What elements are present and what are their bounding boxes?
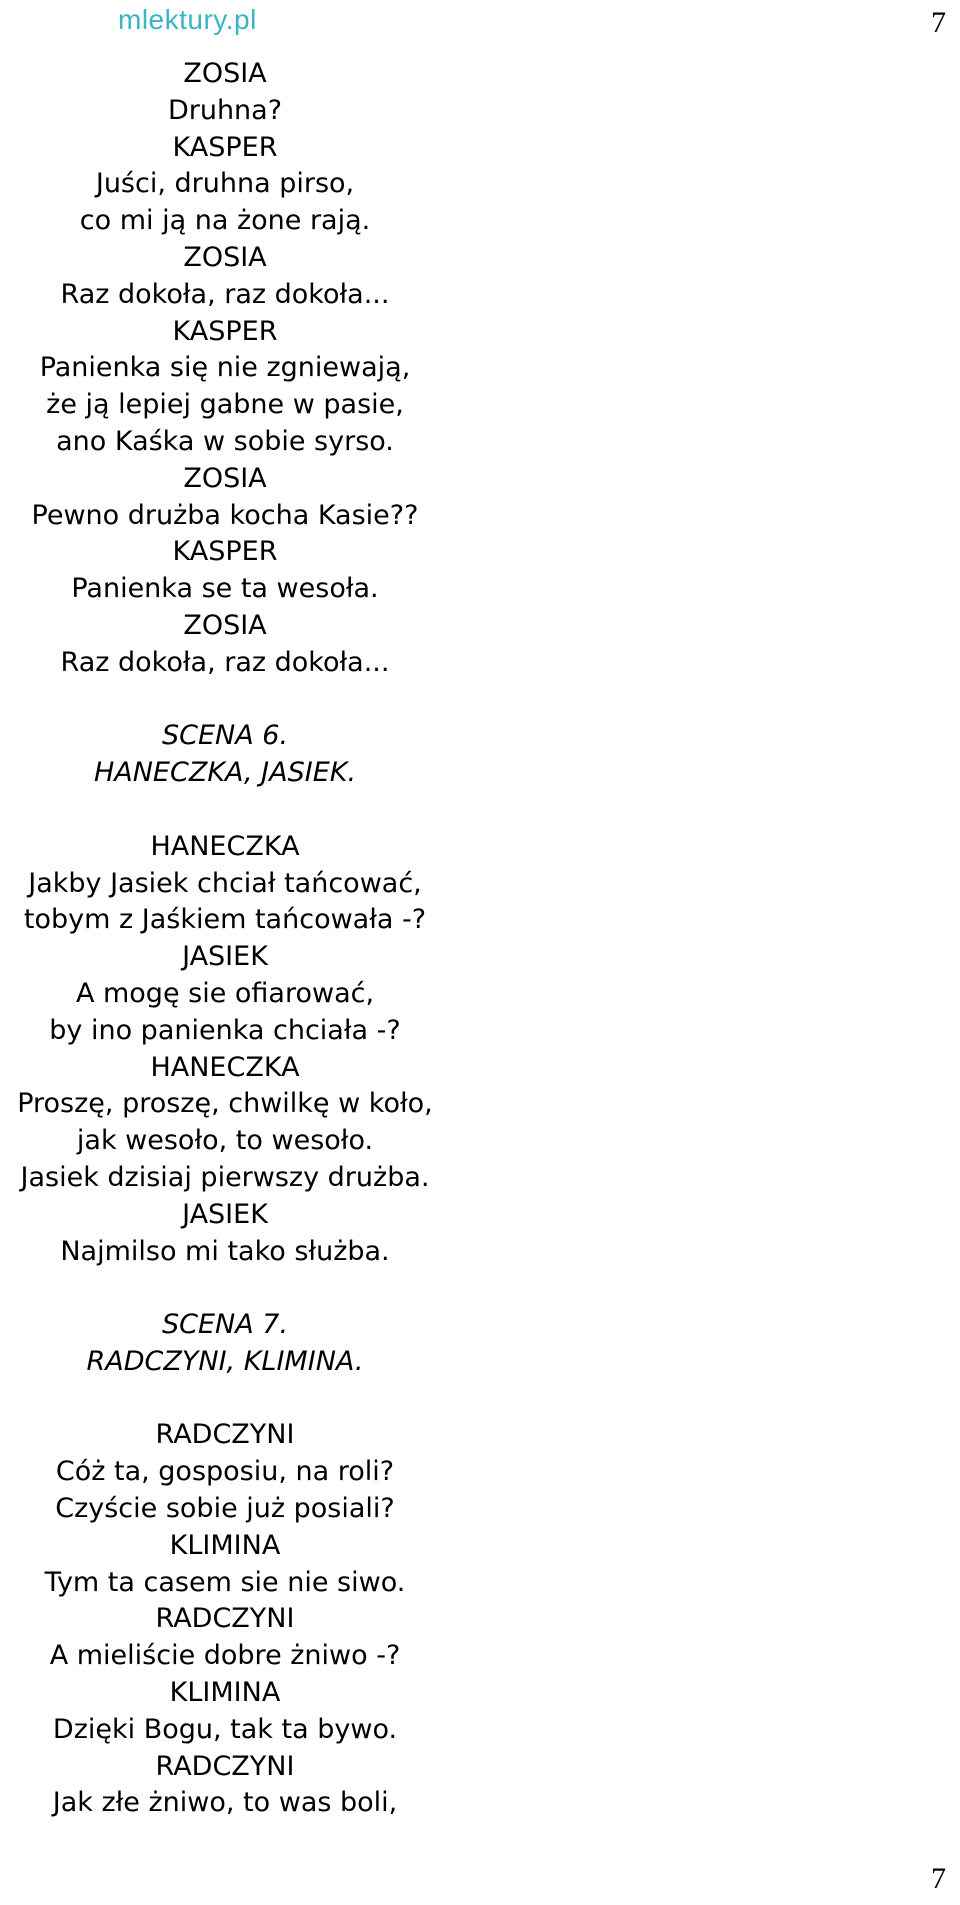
verse-line: tobym z Jaśkiem tańcowała -? xyxy=(23,904,427,936)
scene-6-dialogue xyxy=(0,829,450,1271)
speaker-name: HANECZKA xyxy=(150,830,300,862)
verse-line: Cóż ta, gosposiu, na roli? xyxy=(55,1456,395,1488)
verse-line: A mogę sie ofiarować, xyxy=(75,977,375,1009)
spacer xyxy=(0,1270,450,1307)
verse-line: Raz dokoła, raz dokoła... xyxy=(60,278,390,310)
speaker-name: JASIEK xyxy=(182,1198,268,1230)
page-number-top: 7 xyxy=(931,6,946,39)
speaker-name: KASPER xyxy=(172,536,278,568)
speaker-name: KLIMINA xyxy=(169,1677,281,1709)
page-number-bottom: 7 xyxy=(931,1862,946,1895)
verse-line: by ino panienka chciała -? xyxy=(49,1014,401,1046)
verse-line: A mieliście dobre żniwo -? xyxy=(49,1640,401,1672)
verse-line: ano Kaśka w sobie syrso. xyxy=(56,425,394,457)
verse-line: jak wesoło, to wesoło. xyxy=(76,1125,374,1157)
scene-cast: RADCZYNI, KLIMINA. xyxy=(86,1345,364,1377)
scene-7 xyxy=(0,1307,450,1822)
speaker-name: RADCZYNI xyxy=(155,1603,295,1635)
verse-line: Panienka se ta wesoła. xyxy=(71,573,379,605)
verse-line: Druhna? xyxy=(167,94,283,126)
scene-title: SCENA 6. xyxy=(161,720,289,752)
speaker-name: KASPER xyxy=(172,315,278,347)
verse-line: Jasiek dzisiaj pierwszy drużba. xyxy=(20,1161,430,1193)
verse-line: Panienka się nie zgniewają, xyxy=(39,352,411,384)
dialogue-block-1 xyxy=(0,56,450,682)
speaker-name: KLIMINA xyxy=(169,1529,281,1561)
spacer xyxy=(0,682,450,719)
speaker-name: KASPER xyxy=(172,131,278,163)
scene-title: SCENA 7. xyxy=(161,1309,289,1341)
speaker-name: ZOSIA xyxy=(183,462,267,494)
speaker-name: ZOSIA xyxy=(183,609,267,641)
verse-line: Jakby Jasiek chciał tańcować, xyxy=(28,867,422,899)
scene-7-dialogue xyxy=(0,1417,450,1822)
site-link[interactable]: mlektury.pl xyxy=(118,4,257,35)
scene-cast: HANECZKA, JASIEK. xyxy=(93,757,357,789)
verse-line: Pewno drużba kocha Kasie?? xyxy=(31,499,419,531)
speaker-name: ZOSIA xyxy=(183,241,267,273)
verse-line: Juści, druhna pirso, xyxy=(95,168,355,200)
verse-line: Najmilso mi tako służba. xyxy=(60,1235,390,1267)
verse-line: Tym ta casem sie nie siwo. xyxy=(44,1566,406,1598)
speaker-name: HANECZKA xyxy=(150,1051,300,1083)
verse-line: Czyście sobie już posiali? xyxy=(55,1493,395,1525)
spacer xyxy=(0,792,450,829)
scene-6 xyxy=(0,718,450,1270)
verse-line: Raz dokoła, raz dokoła... xyxy=(60,646,390,678)
verse-line: że ją lepiej gabne w pasie, xyxy=(46,389,404,421)
speaker-name: RADCZYNI xyxy=(155,1750,295,1782)
verse-line: co mi ją na żone rają. xyxy=(79,205,371,237)
verse-line: Proszę, proszę, chwilkę w koło, xyxy=(17,1088,433,1120)
verse-line: Jak złe żniwo, to was boli, xyxy=(52,1787,398,1819)
speaker-name: RADCZYNI xyxy=(155,1419,295,1451)
spacer xyxy=(0,1381,450,1418)
drama-text xyxy=(0,56,450,1822)
speaker-name: JASIEK xyxy=(182,941,268,973)
verse-line: Dzięki Bogu, tak ta bywo. xyxy=(52,1713,398,1745)
speaker-name: ZOSIA xyxy=(183,58,267,89)
